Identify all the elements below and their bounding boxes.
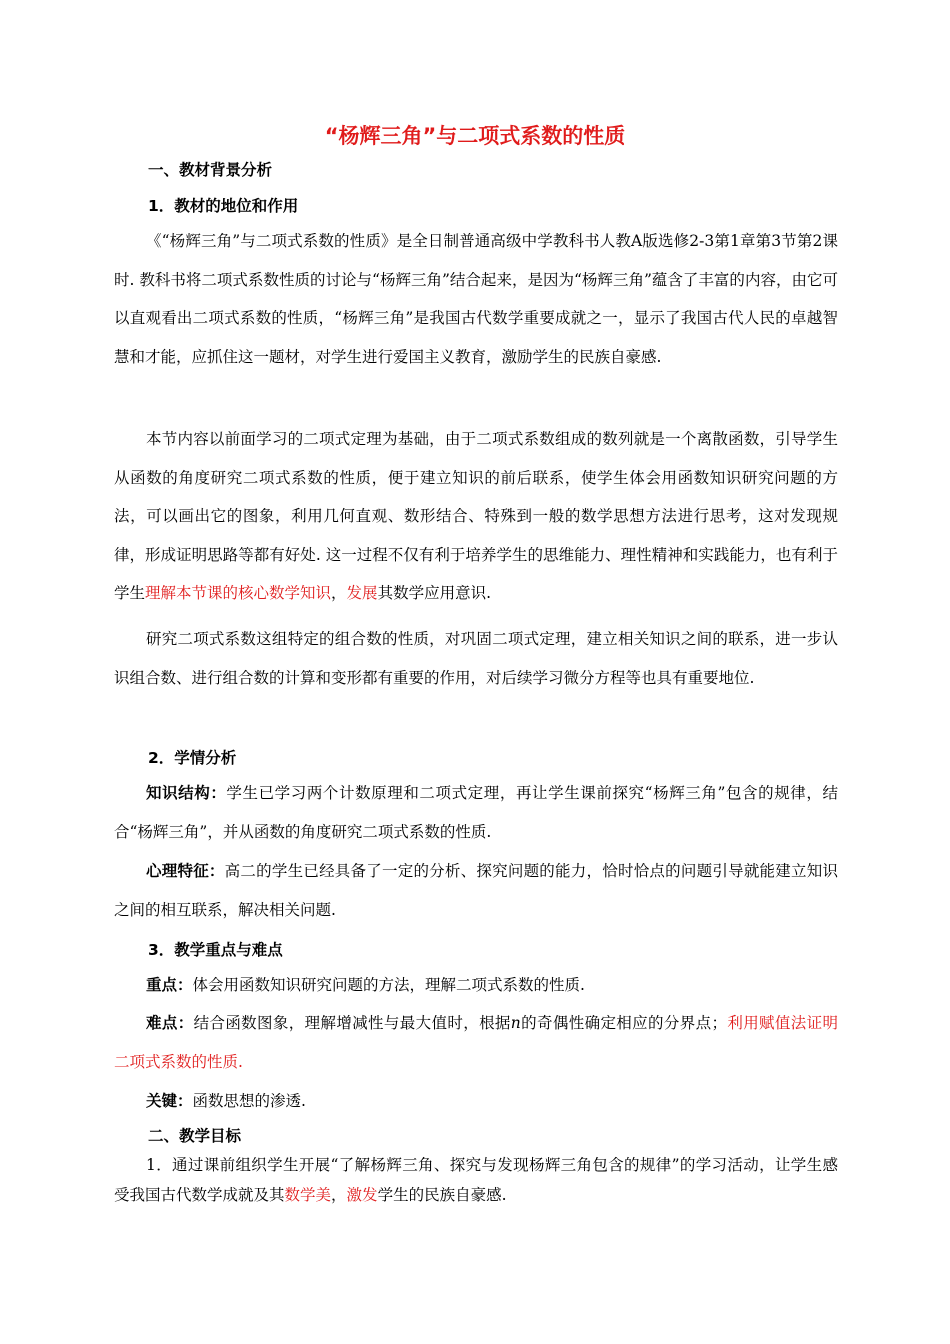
highlight-assignment-method: 利用赋值法证明二项式系数的性质. xyxy=(114,1014,838,1071)
paragraph-knowledge-structure xyxy=(114,774,838,851)
separator-text: ， xyxy=(331,584,347,602)
paragraph-text: 结合函数图象，理解增减性与最大值时，根据 xyxy=(193,1014,511,1032)
label-key: 关键： xyxy=(146,1092,193,1110)
highlight-math-beauty: 数学美 xyxy=(284,1186,332,1204)
section-heading-objectives: 二、教学目标 xyxy=(148,1127,242,1145)
subheading-learner-analysis: 2．学情分析 xyxy=(148,749,237,767)
document-title: “杨辉三角”与二项式系数的性质 xyxy=(324,124,626,148)
paragraph-psychology xyxy=(114,852,838,929)
section-heading-background: 一、教材背景分析 xyxy=(148,161,273,179)
paragraph-significance: 研究二项式系数这组特定的组合数的性质，对巩固二项式定理，建立相关知识之间的联系，进一步认识组合数、进行组合数的计算和变形都有重要的作用，对后续学习微分方程等也具有重要地位. xyxy=(114,630,838,687)
label-difficult-point: 难点： xyxy=(146,1014,194,1032)
paragraph-text: 高二的学生已经具备了一定的分析、探究问题的能力，恰时恰点的问题引导就能建立知识之间的相互联系，解决相关问题. xyxy=(114,862,838,919)
highlight-inspire: 激发 xyxy=(346,1186,378,1204)
subheading-key-difficult: 3．教学重点与难点 xyxy=(148,941,283,959)
paragraph-text: 1．通过课前组织学生开展“了解杨辉三角、探究与发现杨辉三角包含的规律”的学习活动，让学生感受我国古代数学成就及其 xyxy=(114,1156,838,1204)
separator-text: ， xyxy=(331,1186,347,1204)
paragraph-text: 学生已学习两个计数原理和二项式定理，再让学生课前探究“杨辉三角”包含的规律，结合“杨辉三角”，并从函数的角度研究二项式系数的性质. xyxy=(114,784,838,841)
highlight-develop: 发展 xyxy=(346,584,378,602)
label-key-point: 重点： xyxy=(146,976,193,994)
paragraph-objective-1 xyxy=(114,1150,838,1210)
highlight-core-knowledge: 理解本节课的核心数学知识 xyxy=(145,584,332,602)
paragraph-key-point xyxy=(114,966,838,1005)
paragraph-text: 体会用函数知识研究问题的方法，理解二项式系数的性质. xyxy=(192,976,585,994)
paragraph-key xyxy=(114,1082,838,1121)
paragraph-difficult-point xyxy=(114,1004,838,1081)
paragraph-text: 函数思想的渗透. xyxy=(192,1092,306,1110)
paragraph-textbook-role: 《“杨辉三角”与二项式系数的性质》是全日制普通高级中学教科书人教A版选修2-3第1章第3节第2课时. 教科书将二项式系数性质的讨论与“杨辉三角”结合起来，是因为“杨辉三角”蕴含了丰富的内容，由它可以直观看出二项式系数的性质，“杨辉三角”是我国古代数学重要成就之一，显示了我国古代人民的卓越智慧和才能，应抓住这一题材，对学生进行爱国主义教育，激励学生的民族自豪感. xyxy=(114,232,838,366)
variable-n: n xyxy=(510,1014,521,1032)
paragraph-text: 本节内容以前面学习的二项式定理为基础，由于二项式系数组成的数列就是一个离散函数，引导学生从函数的角度研究二项式系数的性质，便于建立知识的前后联系，使学生体会用函数知识研究问题的方法，可以画出它的图象，利用几何直观、数形结合、特殊到一般的数学思想方法进行思考，这对发现规律，形成证明思路等都有好处. 这一过程不仅有利于培养学生的思维能力、理性精神和实践能力，也有利于学生 xyxy=(114,430,838,602)
paragraph-text: 的奇偶性确定相应的分界点； xyxy=(520,1014,727,1032)
label-knowledge-structure: 知识结构： xyxy=(146,784,227,802)
paragraph-content-basis xyxy=(114,420,838,613)
paragraph-text: 学生的民族自豪感. xyxy=(377,1186,507,1204)
subheading-status-role: 1．教材的地位和作用 xyxy=(148,197,299,215)
paragraph-text: 其数学应用意识. xyxy=(377,584,491,602)
label-psychology: 心理特征： xyxy=(146,862,225,880)
